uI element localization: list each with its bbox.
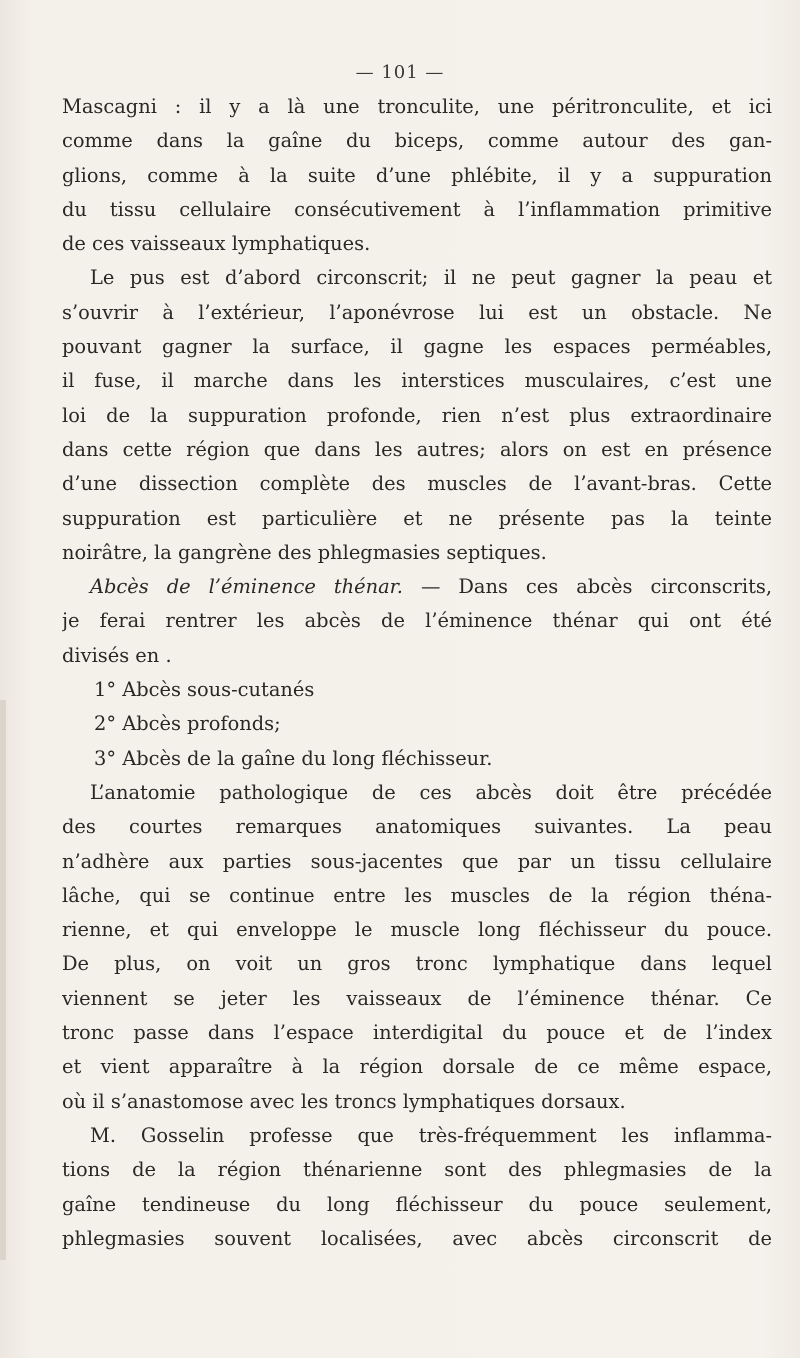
text-line [62,742,772,776]
line-text: L’anatomie pathologique de ces abcès doit être précédée [90,780,772,804]
text-line [62,1016,772,1050]
text-line [62,159,772,193]
text-line [62,90,772,124]
text-line [62,467,772,501]
line-text: du tissu cellulaire consécutivement à l’inflammation primitive [62,197,772,221]
text-line [62,536,772,570]
line-text: d’une dissection complète des muscles de l’avant-bras. Cette [62,472,772,496]
body-text [62,90,772,1256]
text-line [62,399,772,433]
line-text: de ces vaisseaux lymphatiques. [62,232,371,256]
text-line [62,707,772,741]
text-line [62,639,772,673]
text-line [62,261,772,295]
line-text: tronc passe dans l’espace interdigital du pouce et de l’index [62,1021,772,1045]
text-line [62,1188,772,1222]
line-text: où il s’anastomose avec les troncs lymphatiques dorsaux. [62,1089,626,1113]
text-line [62,1153,772,1187]
line-text: noirâtre, la gangrène des phlegmasies septiques. [62,540,547,564]
text-line [62,1050,772,1084]
text-line [62,913,772,947]
line-text: loi de la suppuration profonde, rien n’est plus extraordinaire [62,403,772,427]
text-line [62,845,772,879]
text-line [62,776,772,810]
line-text: 2° Abcès profonds; [94,712,281,736]
line-text: Le pus est d’abord circonscrit; il ne peut gagner la peau et [90,266,772,290]
line-text: il fuse, il marche dans les interstices musculaires, c’est une [62,369,772,393]
line-text: s’ouvrir à l’extérieur, l’aponévrose lui est un obstacle. Ne [62,300,772,324]
text-line [62,604,772,638]
text-line [62,364,772,398]
line-text: — Dans ces abcès circonscrits, [402,575,772,599]
text-line [62,947,772,981]
line-text: divisés en . [62,643,172,667]
line-text: Mascagni : il y a là une tronculite, une péritronculite, et ici [62,95,772,118]
line-text: rienne, et qui enveloppe le muscle long fléchisseur du pouce. [62,918,772,942]
text-line [62,810,772,844]
line-text: et vient apparaître à la région dorsale de ce même espace, [62,1055,772,1079]
line-text: suppuration est particulière et ne présente pas la teinte [62,506,772,530]
line-text: tions de la région thénarienne sont des phlegmasies de la [62,1158,772,1182]
line-text: 1° Abcès sous-cutanés [94,678,315,702]
line-text: dans cette région que dans les autres; alors on est en présence [62,437,772,461]
text-line [62,330,772,364]
text-line [62,570,772,604]
text-line [62,227,772,261]
text-line [62,1119,772,1153]
text-line [62,1085,772,1119]
line-text: viennent se jeter les vaisseaux de l’éminence thénar. Ce [62,986,772,1010]
text-line [62,433,772,467]
line-text: n’adhère aux parties sous-jacentes que par un tissu cellulaire [62,849,772,873]
line-text: comme dans la gaîne du biceps, comme autour des gan- [62,129,772,153]
line-text: pouvant gagner la surface, il gagne les espaces perméables, [62,335,772,359]
line-text: 3° Abcès de la gaîne du long fléchisseur. [94,746,493,770]
page-number: — 101 — [355,62,445,83]
line-text: je ferai rentrer les abcès de l’éminence thénar qui ont été [62,609,772,633]
text-line [62,296,772,330]
line-text: des courtes remarques anatomiques suivantes. La peau [62,815,772,839]
line-text: De plus, on voit un gros tronc lymphatique dans lequel [62,952,772,976]
section-heading: Abcès de l’éminence thénar. [90,575,403,599]
line-text: phlegmasies souvent localisées, avec abcès circonscrit de [62,1226,772,1250]
text-line [62,879,772,913]
line-text: gaîne tendineuse du long fléchisseur du pouce seulement, [62,1192,772,1216]
line-text: M. Gosselin professe que très-fréquemment les inflamma- [90,1123,772,1147]
text-line [62,193,772,227]
text-line [62,502,772,536]
text-line [62,1222,772,1256]
text-line [62,124,772,158]
line-text: lâche, qui se continue entre les muscles de la région théna- [62,883,772,907]
binding-shadow [0,700,6,1260]
text-line [62,982,772,1016]
text-line [62,673,772,707]
line-text: glions, comme à la suite d’une phlébite, il y a suppuration [62,163,772,187]
